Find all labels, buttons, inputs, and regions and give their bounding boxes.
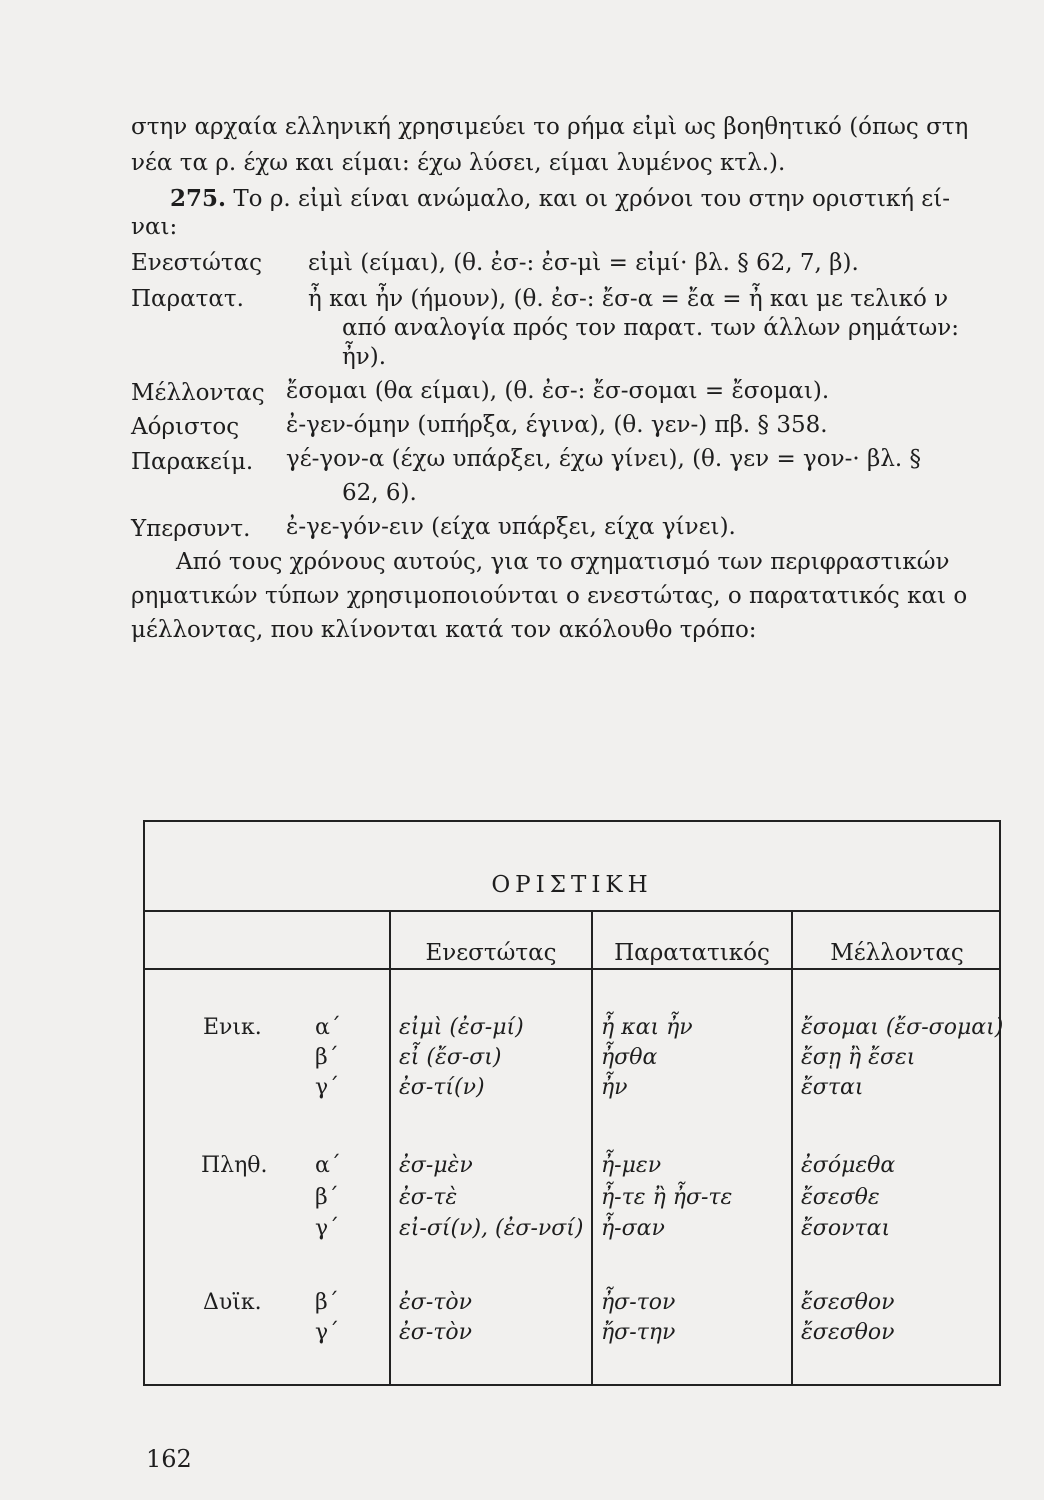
tense-def-imperfect-1: ἦ και ἦν (ήμουν), (θ. ἐσ-: ἔσ-α = ἔα = ἦ και με τελικό ν bbox=[308, 286, 949, 312]
number-label-singular: Ενικ. bbox=[203, 1015, 262, 1040]
table-col-divider-1 bbox=[389, 910, 391, 1386]
form-present: ἐσ-τὲ bbox=[399, 1185, 458, 1210]
tense-label-future: Μέλλοντας bbox=[131, 380, 265, 406]
form-imperfect: ἦ και ἦν bbox=[601, 1015, 693, 1040]
section-275-line-2: ναι: bbox=[131, 214, 178, 240]
intro-line-1: στην αρχαία ελληνική χρησιμεύει το ρήμα εἰμὶ ως βοηθητικό (όπως στη bbox=[131, 114, 969, 140]
form-present: εἰ-σί(ν), (ἐσ-νσί) bbox=[399, 1216, 584, 1241]
closing-line-1: Από τους χρόνους αυτούς, για το σχηματισμό των περιφραστικών bbox=[176, 549, 950, 575]
page-number: 162 bbox=[146, 1445, 192, 1473]
table-col-divider-2 bbox=[591, 910, 593, 1386]
form-imperfect: ἦ-σαν bbox=[601, 1216, 665, 1241]
form-imperfect: ἤσ-την bbox=[601, 1320, 676, 1345]
person-label: β΄ bbox=[315, 1290, 339, 1315]
table-header-imperfect: Παρατατικός bbox=[614, 940, 770, 966]
form-future: ἔσῃ ἢ ἔσει bbox=[801, 1045, 916, 1070]
tense-def-pluperfect: ἐ-γε-γόν-ειν (είχα υπάρξει, είχα γίνει). bbox=[286, 514, 736, 540]
tense-label-aorist: Αόριστος bbox=[131, 414, 240, 440]
person-label: γ΄ bbox=[315, 1216, 340, 1241]
number-label-dual: Δυϊκ. bbox=[203, 1290, 262, 1315]
form-future: ἐσόμεθα bbox=[801, 1153, 896, 1178]
form-imperfect: ἦν bbox=[601, 1075, 628, 1100]
section-text: Το ρ. εἰμὶ είναι ανώμαλο, και οι χρόνοι του στην οριστική εί- bbox=[233, 186, 951, 212]
person-label: β΄ bbox=[315, 1185, 339, 1210]
form-imperfect: ἦσ-τον bbox=[601, 1290, 676, 1315]
form-future: ἔσεσθον bbox=[801, 1290, 895, 1315]
person-label: α΄ bbox=[315, 1153, 341, 1178]
form-present: ἐσ-τὸν bbox=[399, 1290, 473, 1315]
tense-def-aorist: ἐ-γεν-όμην (υπήρξα, έγινα), (θ. γεν-) πβ. § 358. bbox=[286, 412, 828, 438]
person-label: β΄ bbox=[315, 1045, 339, 1070]
form-future: ἔσται bbox=[801, 1075, 864, 1100]
tense-def-imperfect-3: ἦν). bbox=[342, 344, 387, 370]
tense-def-present: εἰμὶ (είμαι), (θ. ἐσ-: ἐσ-μὶ = εἰμί· βλ. § 62, 7, β). bbox=[308, 250, 859, 276]
tense-def-perfect-2: 62, 6). bbox=[342, 480, 417, 506]
form-present: ἐσ-μὲν bbox=[399, 1153, 473, 1178]
form-imperfect: ἦ-μεν bbox=[601, 1153, 662, 1178]
closing-line-3: μέλλοντας, που κλίνονται κατά τον ακόλουθο τρόπο: bbox=[131, 617, 757, 643]
form-present: ἐσ-τί(ν) bbox=[399, 1075, 485, 1100]
form-imperfect: ἦσθα bbox=[601, 1045, 658, 1070]
table-col-divider-3 bbox=[791, 910, 793, 1386]
tense-def-future: ἔσομαι (θα είμαι), (θ. ἐσ-: ἔσ-σομαι = ἔσομαι). bbox=[286, 378, 830, 404]
person-label: α΄ bbox=[315, 1015, 341, 1040]
form-present: εἶ (ἔσ-σι) bbox=[399, 1045, 502, 1070]
form-future: ἔσεσθε bbox=[801, 1185, 880, 1210]
section-275-line-1 bbox=[170, 184, 950, 214]
form-present: ἐσ-τὸν bbox=[399, 1320, 473, 1345]
table-header-future: Μέλλοντας bbox=[830, 940, 964, 966]
tense-label-present: Ενεστώτας bbox=[131, 250, 263, 276]
form-present: εἰμὶ (ἐσ-μί) bbox=[399, 1015, 524, 1040]
closing-line-2: ρηματικών τύπων χρησιμοποιούνται ο ενεστώτας, ο παρατατικός και ο bbox=[131, 583, 968, 609]
form-imperfect: ἦ-τε ἢ ἦσ-τε bbox=[601, 1185, 733, 1210]
tense-label-pluperfect: Υπερσυντ. bbox=[131, 516, 251, 542]
form-future: ἔσονται bbox=[801, 1216, 891, 1241]
tense-label-perfect: Παρακείμ. bbox=[131, 449, 254, 475]
number-label-plural: Πληθ. bbox=[201, 1153, 268, 1178]
table-header-present: Ενεστώτας bbox=[425, 940, 557, 966]
tense-label-imperfect: Παρατατ. bbox=[131, 286, 244, 312]
person-label: γ΄ bbox=[315, 1320, 340, 1345]
form-future: ἔσεσθον bbox=[801, 1320, 895, 1345]
table-rule-header bbox=[145, 968, 999, 970]
conjugation-table bbox=[143, 820, 1004, 1386]
table-title: ΟΡΙΣΤΙΚΗ bbox=[491, 872, 653, 898]
intro-line-2: νέα τα ρ. έχω και είμαι: έχω λύσει, είμαι λυμένος κτλ.). bbox=[131, 150, 786, 176]
tense-def-perfect-1: γέ-γον-α (έχω υπάρξει, έχω γίνει), (θ. γεν = γον-· βλ. § bbox=[286, 446, 922, 472]
person-label: γ΄ bbox=[315, 1075, 340, 1100]
table-rule-top bbox=[145, 910, 999, 912]
tense-def-imperfect-2: από αναλογία πρός τον παρατ. των άλλων ρημάτων: bbox=[342, 315, 959, 341]
section-number: 275. bbox=[170, 185, 227, 212]
form-future: ἔσομαι (ἔσ-σομαι) bbox=[801, 1015, 1004, 1040]
